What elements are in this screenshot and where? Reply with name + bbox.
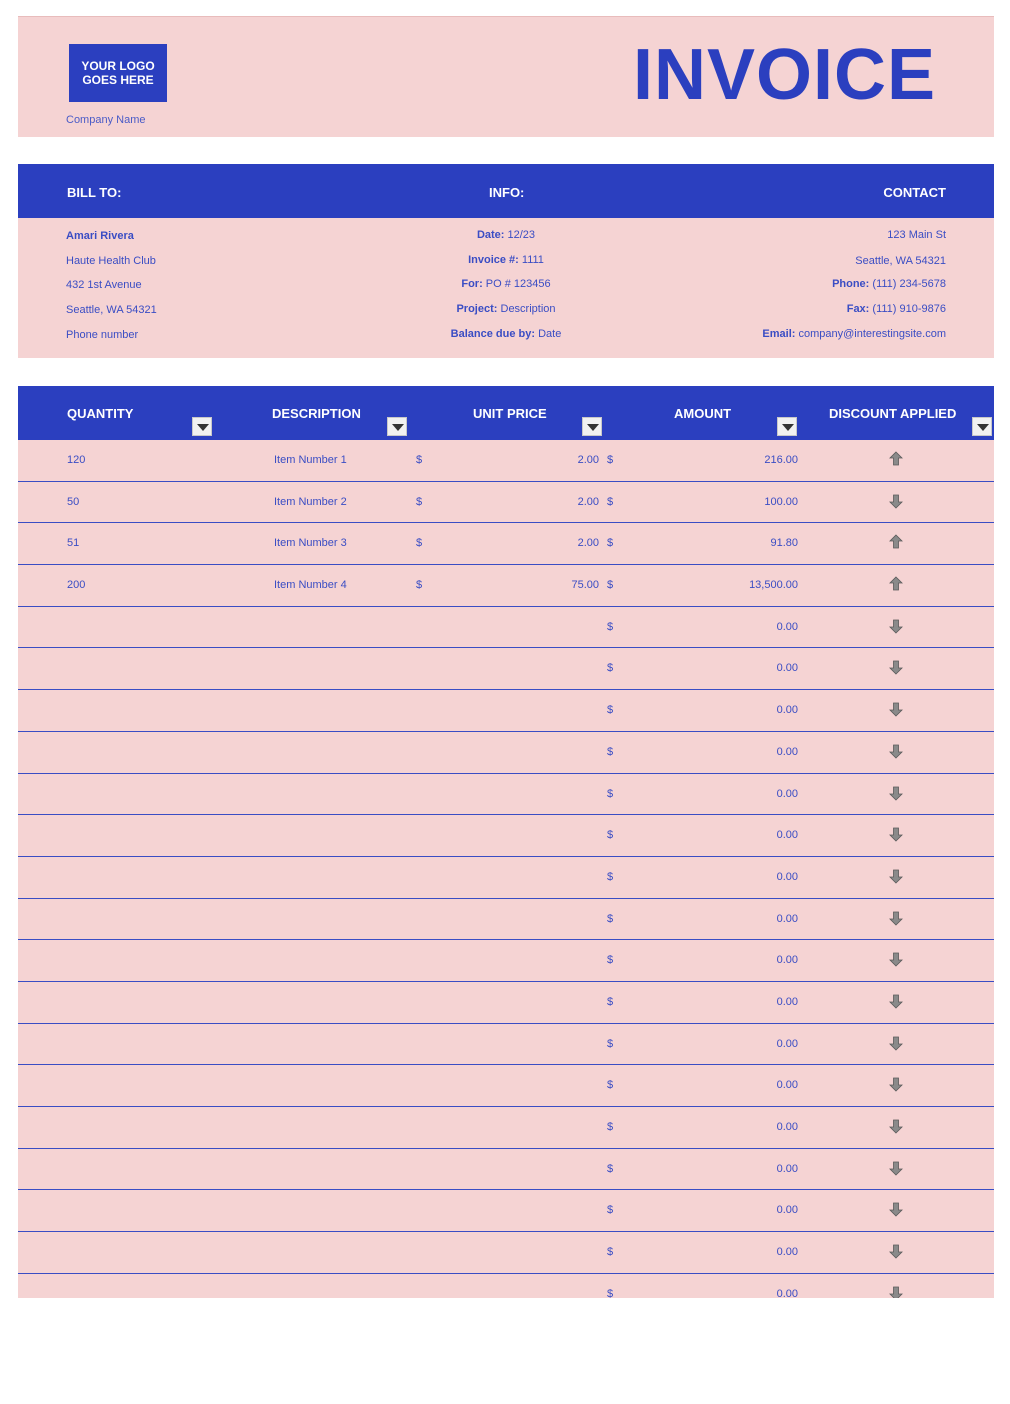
amount-currency: $ — [607, 912, 614, 925]
column-header-quantity: QUANTITY — [67, 406, 134, 421]
amount-cell: 0.00 — [776, 829, 798, 842]
arrow-down-icon — [889, 659, 903, 675]
arrow-down-icon — [889, 1243, 903, 1259]
amount-currency: $ — [607, 870, 614, 883]
description-cell[interactable]: Item Number 1 — [274, 454, 347, 466]
amount-currency: $ — [607, 537, 614, 550]
amount-currency: $ — [607, 1079, 614, 1092]
unit-price-filter-dropdown[interactable] — [582, 417, 602, 436]
arrow-down-icon — [889, 493, 903, 509]
arrow-down-icon — [889, 785, 903, 801]
description-cell[interactable]: Item Number 3 — [274, 537, 347, 550]
arrow-up-icon — [889, 576, 903, 592]
table-row[interactable] — [18, 732, 994, 774]
table-row[interactable] — [18, 1190, 994, 1232]
amount-cell: 216.00 — [764, 454, 798, 466]
unit-price-currency: $ — [416, 454, 423, 466]
company-name: Company Name — [66, 114, 146, 126]
table-row[interactable] — [18, 774, 994, 816]
arrow-down-icon — [889, 1285, 903, 1298]
table-row[interactable] — [18, 1232, 994, 1274]
table-row[interactable] — [18, 607, 994, 649]
unit-price-cell[interactable]: 2.00 — [577, 537, 599, 550]
info-heading: INFO: — [489, 185, 525, 200]
amount-currency: $ — [607, 745, 614, 758]
quantity-filter-dropdown[interactable] — [192, 417, 212, 436]
bill-to-phone: Phone number — [66, 329, 139, 341]
arrow-up-icon — [889, 451, 903, 467]
amount-cell: 100.00 — [764, 495, 798, 508]
table-row[interactable] — [18, 565, 994, 607]
contact-phone: Phone: (111) 234-5678 — [832, 278, 946, 290]
description-cell[interactable]: Item Number 4 — [274, 579, 347, 592]
arrow-down-icon — [889, 1118, 903, 1134]
arrow-down-icon — [889, 701, 903, 717]
table-row[interactable] — [18, 940, 994, 982]
arrow-down-icon — [889, 910, 903, 926]
logo-line-2: GOES HERE — [82, 73, 154, 87]
info-project: Project: Description — [456, 303, 556, 315]
arrow-down-icon — [889, 868, 903, 884]
table-row[interactable] — [18, 982, 994, 1024]
amount-cell: 0.00 — [776, 787, 798, 800]
bill-to-street: 432 1st Avenue — [66, 279, 142, 291]
table-row[interactable] — [18, 440, 994, 482]
table-row[interactable] — [18, 1107, 994, 1149]
quantity-cell[interactable]: 51 — [67, 537, 80, 550]
column-header-amount: AMOUNT — [674, 406, 732, 421]
description-filter-dropdown[interactable] — [387, 417, 407, 436]
unit-price-cell[interactable]: 75.00 — [571, 579, 599, 592]
unit-price-cell[interactable]: 2.00 — [577, 454, 599, 466]
amount-cell: 0.00 — [776, 1287, 798, 1298]
amount-currency: $ — [607, 995, 614, 1008]
line-items-table — [18, 440, 994, 1298]
contact-city: Seattle, WA 54321 — [855, 255, 946, 267]
info-date: Date: 12/23 — [476, 229, 536, 241]
table-row[interactable] — [18, 815, 994, 857]
column-header-discount: DISCOUNT APPLIED — [829, 406, 957, 421]
table-row[interactable] — [18, 1065, 994, 1107]
bill-to-heading: BILL TO: — [67, 185, 122, 200]
invoice-header — [18, 16, 994, 137]
table-row[interactable] — [18, 899, 994, 941]
amount-currency: $ — [607, 1287, 614, 1298]
quantity-cell[interactable]: 120 — [67, 454, 86, 466]
bill-to-name: Amari Rivera — [66, 230, 134, 242]
arrow-down-icon — [889, 1076, 903, 1092]
bill-to-org: Haute Health Club — [66, 255, 156, 267]
table-row[interactable] — [18, 1274, 994, 1298]
bill-to-city: Seattle, WA 54321 — [66, 304, 157, 316]
table-row[interactable] — [18, 482, 994, 524]
column-header-unit-price: UNIT PRICE — [473, 406, 547, 421]
amount-cell: 0.00 — [776, 995, 798, 1008]
table-row[interactable] — [18, 690, 994, 732]
amount-cell: 0.00 — [776, 1204, 798, 1217]
table-row[interactable] — [18, 1149, 994, 1191]
logo-line-1: YOUR LOGO — [81, 59, 155, 73]
amount-currency: $ — [607, 495, 614, 508]
amount-cell: 0.00 — [776, 1079, 798, 1092]
amount-currency: $ — [607, 829, 614, 842]
arrow-up-icon — [889, 534, 903, 550]
contact-fax: Fax: (111) 910-9876 — [846, 303, 946, 315]
table-row[interactable] — [18, 523, 994, 565]
amount-filter-dropdown[interactable] — [777, 417, 797, 436]
unit-price-currency: $ — [416, 537, 423, 550]
amount-currency: $ — [607, 954, 614, 967]
quantity-cell[interactable]: 200 — [67, 579, 86, 592]
info-invoice-number: Invoice #: 1111 — [468, 254, 544, 266]
column-header-description: DESCRIPTION — [272, 406, 361, 421]
info-balance-due: Balance due by: Date — [450, 328, 562, 340]
info-for: For: PO # 123456 — [461, 278, 551, 290]
table-row[interactable] — [18, 648, 994, 690]
amount-currency: $ — [607, 1246, 614, 1259]
description-cell[interactable]: Item Number 2 — [274, 495, 347, 508]
logo-placeholder — [69, 44, 167, 102]
contact-street: 123 Main St — [887, 229, 946, 241]
amount-currency: $ — [607, 787, 614, 800]
info-section-header — [18, 164, 994, 218]
table-row[interactable] — [18, 857, 994, 899]
amount-cell: 0.00 — [776, 745, 798, 758]
amount-cell: 0.00 — [776, 1246, 798, 1259]
contact-email: Email: company@interestingsite.com — [762, 328, 946, 340]
amount-currency: $ — [607, 1162, 614, 1175]
amount-currency: $ — [607, 620, 614, 633]
amount-currency: $ — [607, 662, 614, 675]
amount-currency: $ — [607, 1037, 614, 1050]
info-section-body — [18, 218, 994, 358]
amount-currency: $ — [607, 1121, 614, 1133]
amount-cell: 0.00 — [776, 954, 798, 967]
arrow-down-icon — [889, 993, 903, 1009]
amount-cell: 0.00 — [776, 912, 798, 925]
arrow-down-icon — [889, 1160, 903, 1176]
amount-cell: 0.00 — [776, 1121, 798, 1133]
amount-currency: $ — [607, 1204, 614, 1217]
amount-currency: $ — [607, 704, 614, 717]
table-row[interactable] — [18, 1024, 994, 1066]
amount-cell: 0.00 — [776, 662, 798, 675]
amount-currency: $ — [607, 454, 614, 466]
contact-heading: CONTACT — [883, 185, 946, 200]
amount-cell: 91.80 — [770, 537, 798, 550]
amount-cell: 0.00 — [776, 1162, 798, 1175]
amount-cell: 13,500.00 — [749, 579, 798, 592]
arrow-down-icon — [889, 743, 903, 759]
line-items-header — [18, 386, 994, 440]
quantity-cell[interactable]: 50 — [67, 495, 80, 508]
discount-filter-dropdown[interactable] — [972, 417, 992, 436]
amount-cell: 0.00 — [776, 704, 798, 717]
unit-price-cell[interactable]: 2.00 — [577, 495, 599, 508]
invoice-title: INVOICE — [632, 35, 936, 115]
arrow-down-icon — [889, 1035, 903, 1051]
amount-cell: 0.00 — [776, 620, 798, 633]
arrow-down-icon — [889, 618, 903, 634]
amount-currency: $ — [607, 579, 614, 592]
unit-price-currency: $ — [416, 579, 423, 592]
arrow-down-icon — [889, 1201, 903, 1217]
amount-cell: 0.00 — [776, 1037, 798, 1050]
amount-cell: 0.00 — [776, 870, 798, 883]
unit-price-currency: $ — [416, 495, 423, 508]
arrow-down-icon — [889, 951, 903, 967]
arrow-down-icon — [889, 826, 903, 842]
